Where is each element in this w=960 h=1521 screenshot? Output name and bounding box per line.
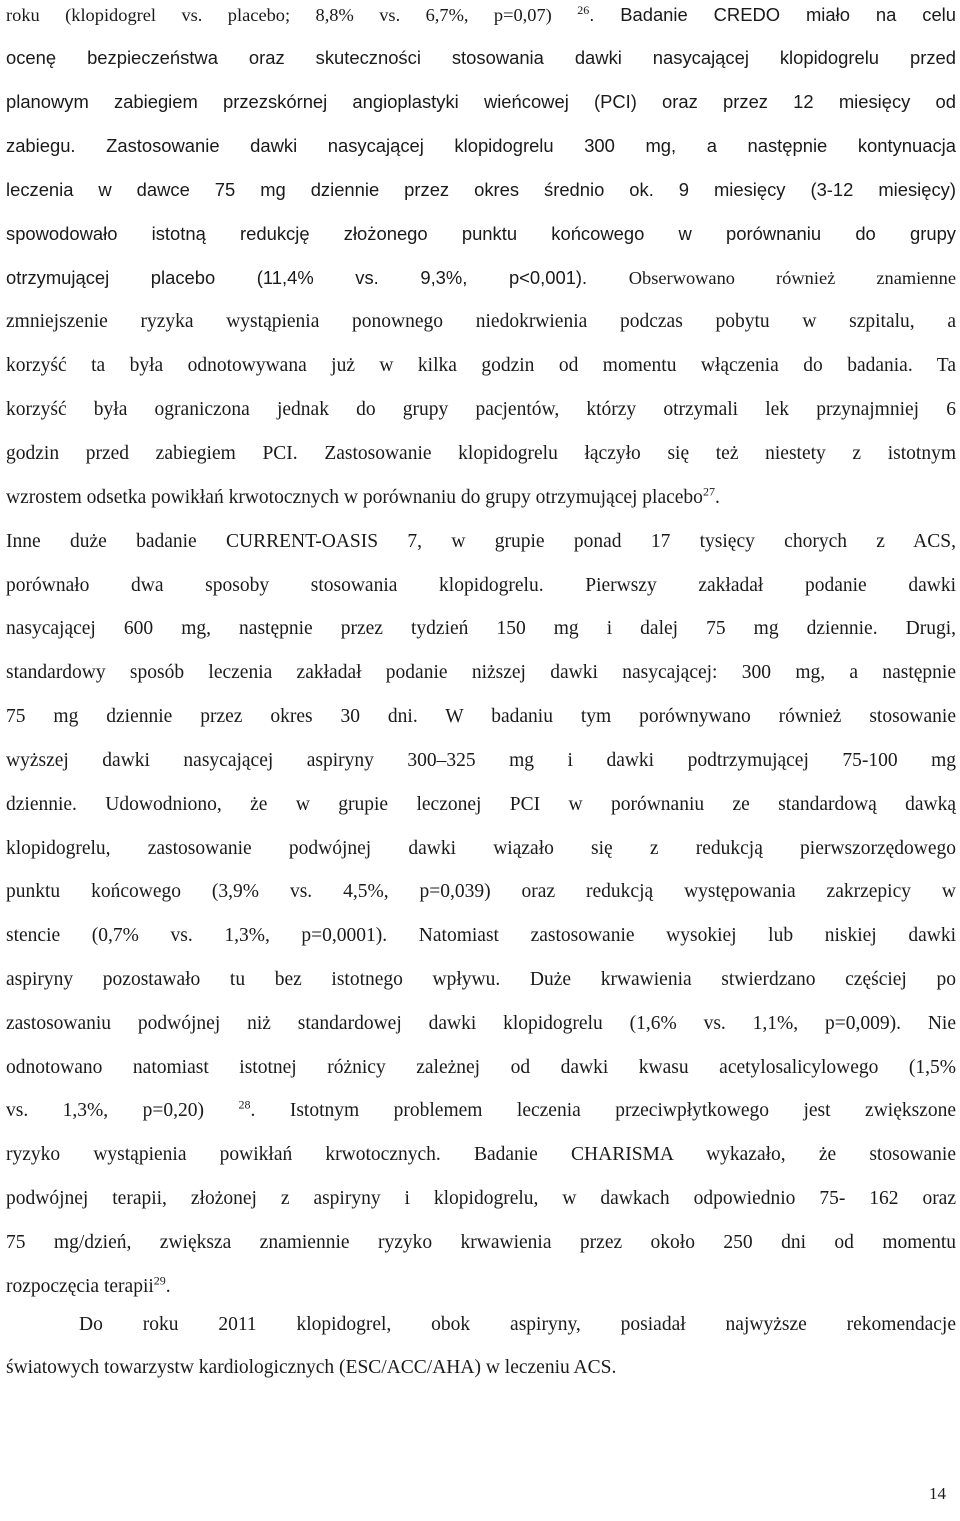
text-line: godzin przed zabiegiem PCI. Zastosowanie klopidogrelu łączyło się też niestety z istotnym bbox=[6, 443, 956, 464]
text-line: ryzyko wystąpienia powikłań krwotocznych. Badanie CHARISMA wykazało, że stosowanie bbox=[6, 1144, 956, 1165]
text-line: zmniejszenie ryzyka wystąpienia ponownego niedokrwienia podczas pobytu w szpitalu, a bbox=[6, 311, 956, 332]
text-line: Do roku 2011 klopidogrel, obok aspiryny, posiadał najwyższe rekomendacje bbox=[79, 1314, 956, 1335]
text-line: podwójnej terapii, złożonej z aspiryny i klopidogrelu, w dawkach odpowiednio 75- 162 oraz bbox=[6, 1188, 956, 1209]
text-line: 75 mg dziennie przez okres 30 dni. W badaniu tym porównywano również stosowanie bbox=[6, 706, 956, 727]
text-line: odnotowano natomiast istotnej różnicy zależnej od dawki kwasu acetylosalicylowego (1,5% bbox=[6, 1057, 956, 1078]
text-line: wyższej dawki nasycającej aspiryny 300–325 mg i dawki podtrzymującej 75-100 mg bbox=[6, 750, 956, 771]
text-line: 75 mg/dzień, zwiększa znamiennie ryzyko krwawienia przez około 250 dni od momentu bbox=[6, 1232, 956, 1253]
text-line: światowych towarzystw kardiologicznych (ESC/ACC/AHA) w leczeniu ACS. bbox=[6, 1357, 617, 1378]
text-line: leczenia w dawce 75 mg dziennie przez okres średnio ok. 9 miesięcy (3-12 miesięcy) bbox=[6, 179, 956, 200]
text-line: dziennie. Udowodniono, że w grupie leczonej PCI w porównaniu ze standardową dawką bbox=[6, 794, 956, 815]
text-line: planowym zabiegiem przezskórnej angioplastyki wieńcowej (PCI) oraz przez 12 miesięcy od bbox=[6, 91, 956, 112]
text-line: zastosowaniu podwójnej niż standardowej dawki klopidogrelu (1,6% vs. 1,1%, p=0,009). Nie bbox=[6, 1013, 956, 1034]
text-line: stencie (0,7% vs. 1,3%, p=0,0001). Natomiast zastosowanie wysokiej lub niskiej dawki bbox=[6, 925, 956, 946]
text-line: punktu końcowego (3,9% vs. 4,5%, p=0,039) oraz redukcją występowania zakrzepicy w bbox=[6, 881, 956, 902]
text-line: ocenę bezpieczeństwa oraz skuteczności stosowania dawki nasycającej klopidogrelu przed bbox=[6, 47, 956, 68]
citation-superscript: 28 bbox=[238, 1097, 251, 1112]
text-line: porównało dwa sposoby stosowania klopidogrelu. Pierwszy zakładał podanie dawki bbox=[6, 575, 956, 596]
text-line: vs. 1,3%, p=0,20) $^{28}$. Istotnym problemem leczenia przeciwpłytkowego jest zwiększone bbox=[6, 1097, 956, 1121]
text-line: otrzymującej placebo (11,4% vs. 9,3%, p<0,001). Obserwowano również znamienne bbox=[6, 267, 956, 288]
text-line: klopidogrelu, zastosowanie podwójnej dawki wiązało się z redukcją pierwszorzędowego bbox=[6, 838, 956, 859]
text-line: standardowy sposób leczenia zakładał podanie niższej dawki nasycającej: 300 mg, a następnie bbox=[6, 662, 956, 683]
text-line: korzyść była ograniczona jednak do grupy pacjentów, którzy otrzymali lek przynajmniej 6 bbox=[6, 399, 956, 420]
citation-superscript: 26 bbox=[577, 2, 590, 17]
text-line: spowodowało istotną redukcję złożonego punktu końcowego w porównaniu do grupy bbox=[6, 223, 956, 244]
page-number: 14 bbox=[929, 1484, 946, 1503]
text-line: zabiegu. Zastosowanie dawki nasycającej klopidogrelu 300 mg, a następnie kontynuacja bbox=[6, 135, 956, 156]
text-line: aspiryny pozostawało tu bez istotnego wpływu. Duże krwawienia stwierdzano częściej po bbox=[6, 969, 956, 990]
text-line: korzyść ta była odnotowywana już w kilka godzin od momentu włączenia do badania. Ta bbox=[6, 355, 956, 376]
text-line: rozpoczęcia terapii$^{29}$. bbox=[6, 1273, 171, 1297]
text-line: wzrostem odsetka powikłań krwotocznych w porównaniu do grupy otrzymującej placebo$^{27}$. bbox=[6, 484, 720, 508]
citation-superscript: 27 bbox=[702, 484, 715, 499]
text-line: roku (klopidogrel vs. placebo; 8,8% vs. 6,7%, p=0,07) $^{26}$. Badanie CREDO miało na celu bbox=[6, 2, 956, 25]
citation-superscript: 29 bbox=[153, 1273, 166, 1288]
text-line: nasycającej 600 mg, następnie przez tydzień 150 mg i dalej 75 mg dziennie. Drugi, bbox=[6, 618, 956, 639]
text-line: Inne duże badanie CURRENT-OASIS 7, w grupie ponad 17 tysięcy chorych z ACS, bbox=[6, 531, 956, 552]
